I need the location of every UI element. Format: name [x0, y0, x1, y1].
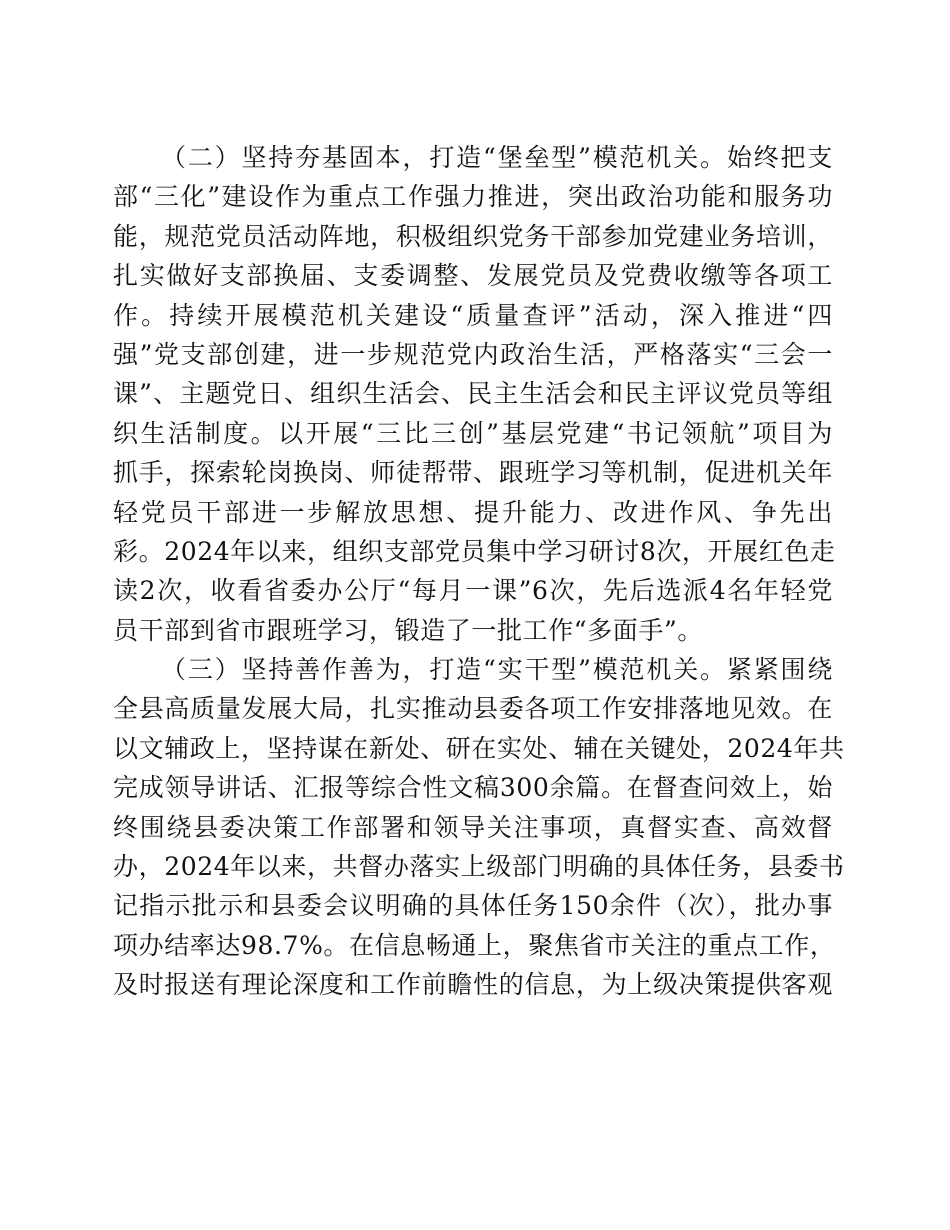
- text-line: 轻党员干部进一步解放思想、提升能力、改进作风、争先出: [113, 497, 833, 527]
- text-line: 课”、主题党日、组织生活会、民主生活会和民主评议党员等组: [113, 379, 833, 409]
- text-line: （二）坚持夯基固本，打造“堡垒型”模范机关。始终把支: [161, 143, 833, 172]
- text-line: 终围绕县委决策工作部署和领导关注事项，真督实查、高效督: [113, 812, 833, 842]
- text-line: （三）坚持善作善为，打造“实干型”模范机关。紧紧围绕: [161, 655, 833, 685]
- text-line: 办，2024年以来，共督办落实上级部门明确的具体任务，县委书: [113, 852, 845, 882]
- text-line: 织生活制度。以开展“三比三创”基层党建“书记领航”项目为: [113, 418, 833, 448]
- text-line: 记指示批示和县委会议明确的具体任务150余件（次），批办事: [113, 891, 833, 921]
- text-line: 完成领导讲话、汇报等综合性文稿300余篇。在督查问效上，始: [113, 773, 833, 803]
- text-line: 读2次，收看省委办公厅“每月一课”6次，先后选派4名年轻党: [113, 576, 833, 606]
- text-line: 员干部到省市跟班学习，锻造了一批工作“多面手”。: [113, 615, 703, 645]
- paragraph-3: [113, 650, 845, 1005]
- paragraph-2: [113, 138, 836, 650]
- text-line: 以文辅政上，坚持谋在新处、研在实处、辅在关键处，2024年共: [113, 733, 845, 763]
- text-line: 项办结率达98.7%。在信息畅通上，聚焦省市关注的重点工作，: [113, 930, 836, 960]
- document-body: [113, 138, 845, 1005]
- text-line: 及时报送有理论深度和工作前瞻性的信息，为上级决策提供客观: [113, 970, 833, 1000]
- text-line: 彩。2024年以来，组织支部党员集中学习研讨8次，开展红色走: [113, 536, 836, 566]
- text-line: 扎实做好支部换届、支委调整、发展党员及党费收缴等各项工: [113, 261, 833, 291]
- text-line: 能，规范党员活动阵地，积极组织党务干部参加党建业务培训，: [113, 221, 833, 251]
- text-line: 强”党支部创建，进一步规范党内政治生活，严格落实“三会一: [113, 339, 833, 369]
- text-line: 部“三化”建设作为重点工作强力推进，突出政治功能和服务功: [113, 182, 833, 212]
- text-line: 作。持续开展模范机关建设“质量查评”活动，深入推进“四: [113, 300, 833, 330]
- text-line: 全县高质量发展大局，扎实推动县委各项工作安排落地见效。在: [113, 694, 833, 724]
- text-line: 抓手，探索轮岗换岗、师徒帮带、跟班学习等机制，促进机关年: [113, 458, 833, 488]
